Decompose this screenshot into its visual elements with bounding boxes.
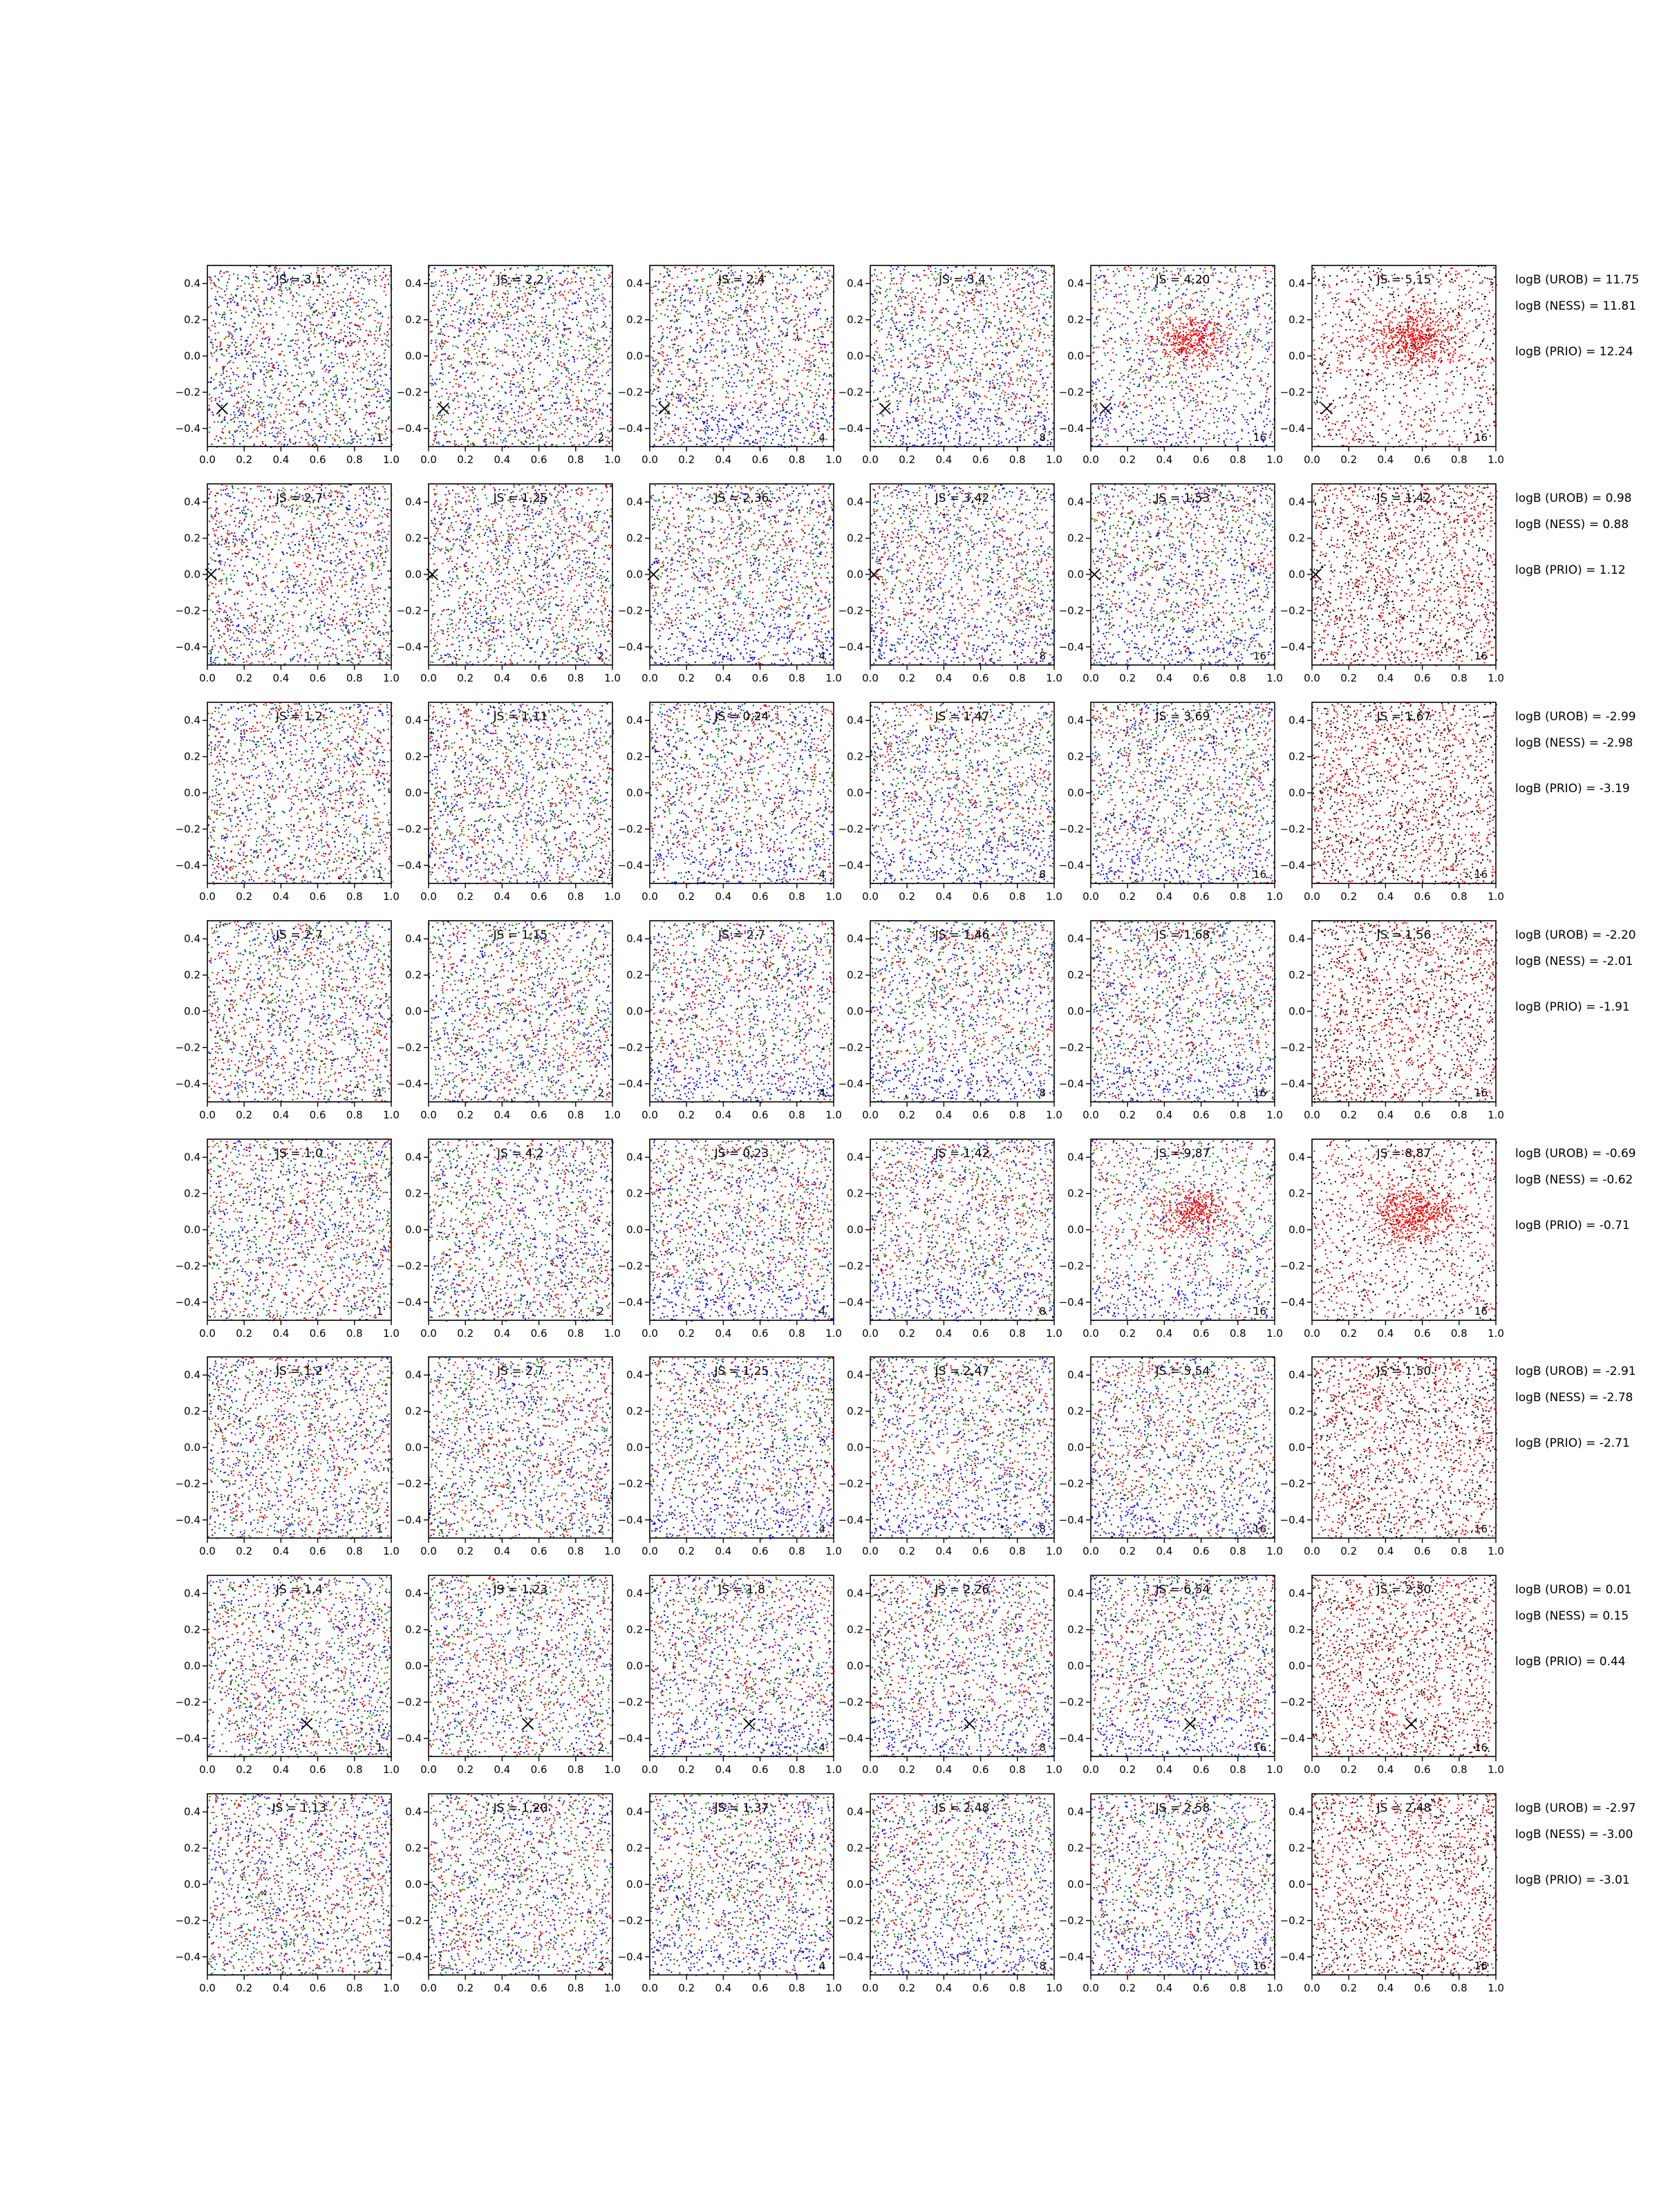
data-point: [385, 433, 386, 435]
data-point: [338, 333, 339, 335]
y-tick-label: 0.2: [405, 314, 422, 326]
data-point: [284, 339, 285, 341]
js-label: JS = 3,1: [275, 273, 323, 287]
data-point: [249, 294, 250, 296]
data-point: [274, 407, 276, 409]
data-point: [260, 397, 261, 399]
data-point: [279, 290, 280, 291]
y-tick-label: −0.4: [397, 422, 422, 435]
data-point: [362, 345, 364, 346]
data-point: [341, 332, 342, 334]
data-point: [260, 323, 261, 324]
column-number-label: 1: [376, 431, 383, 444]
data-point: [225, 382, 226, 384]
panel-row-1: [176, 265, 1640, 466]
data-point: [237, 288, 238, 290]
data-point: [256, 366, 258, 367]
data-point: [285, 371, 287, 372]
data-point: [330, 328, 332, 329]
data-point: [240, 425, 241, 427]
data-point: [327, 294, 328, 295]
data-point: [355, 290, 357, 292]
data-point: [283, 436, 285, 438]
data-point: [349, 406, 350, 408]
data-point: [359, 439, 361, 440]
data-point: [241, 285, 242, 287]
y-tick-label: 0.4: [405, 277, 422, 290]
data-point: [333, 376, 335, 377]
js-label: JS = 2,2: [496, 273, 544, 287]
data-point: [385, 425, 386, 427]
data-point: [230, 391, 232, 392]
data-point: [339, 274, 341, 276]
x-tick-label: 0.6: [531, 453, 547, 466]
data-point: [308, 303, 310, 304]
data-point: [387, 389, 388, 391]
column-number-label: 2: [597, 431, 604, 444]
y-tick-label: −0.2: [176, 386, 200, 398]
data-point: [296, 358, 297, 359]
data-point: [326, 335, 328, 336]
data-point: [373, 374, 375, 375]
data-point: [299, 347, 300, 348]
x-tick-label: 0.6: [310, 453, 326, 466]
data-point: [341, 393, 342, 395]
data-point: [241, 344, 242, 346]
data-point: [366, 394, 367, 395]
data-point: [268, 339, 270, 341]
data-point: [241, 315, 243, 317]
x-tick-label: 0.0: [199, 453, 216, 466]
data-point: [379, 396, 381, 397]
x-tick-label: 0.8: [346, 453, 363, 466]
data-point: [346, 380, 348, 382]
data-point: [308, 442, 309, 444]
data-point: [285, 384, 286, 386]
data-point: [292, 315, 293, 317]
data-point: [332, 298, 334, 299]
data-point: [335, 440, 336, 442]
data-point: [344, 365, 345, 366]
data-point: [345, 318, 346, 319]
data-point: [276, 388, 277, 389]
data-point: [378, 428, 379, 429]
data-point: [209, 408, 210, 409]
data-point: [279, 433, 281, 434]
data-point: [225, 337, 227, 338]
data-point: [357, 442, 358, 443]
data-point: [214, 323, 216, 324]
data-point: [354, 401, 355, 402]
data-point: [322, 317, 324, 319]
data-point: [389, 430, 391, 431]
data-point: [366, 344, 368, 345]
y-tick-label: −0.2: [397, 386, 422, 398]
data-point: [337, 435, 338, 436]
data-point: [241, 410, 243, 411]
data-point: [263, 384, 265, 385]
data-point: [212, 347, 214, 348]
data-point: [235, 350, 236, 351]
data-point: [241, 391, 243, 393]
data-point: [248, 410, 250, 411]
data-point: [208, 307, 209, 308]
data-point: [290, 292, 291, 294]
data-point: [326, 395, 328, 396]
data-point: [335, 342, 336, 344]
data-point: [335, 351, 336, 353]
x-tick-label: 0.4: [494, 453, 510, 466]
data-point: [383, 399, 384, 400]
data-point: [261, 343, 263, 344]
data-point: [266, 274, 268, 275]
data-point: [386, 420, 387, 422]
data-point: [331, 353, 332, 354]
data-point: [234, 430, 236, 431]
x-tick-label: 1.0: [383, 453, 400, 466]
x-tick-label: 0.0: [420, 453, 437, 466]
data-point: [259, 306, 260, 307]
data-point: [324, 280, 325, 281]
data-point: [342, 292, 344, 293]
data-point: [289, 438, 290, 440]
data-point: [208, 328, 209, 329]
data-point: [214, 276, 216, 277]
data-point: [284, 369, 285, 371]
y-tick-label: 0.4: [184, 277, 200, 290]
y-tick-label: 0.2: [184, 314, 200, 326]
data-point: [276, 414, 278, 415]
data-point: [325, 400, 326, 401]
data-point: [285, 375, 286, 377]
data-point: [349, 328, 350, 329]
scatter-points: [207, 265, 393, 448]
data-point: [347, 283, 348, 285]
data-point: [359, 278, 360, 279]
x-tick-label: 0.2: [236, 453, 252, 466]
x-tick-label: 0.8: [568, 453, 584, 466]
data-point: [253, 378, 254, 379]
data-point: [218, 332, 219, 333]
data-point: [314, 328, 315, 330]
data-point: [232, 372, 234, 373]
data-point: [386, 437, 388, 438]
data-point: [332, 366, 333, 368]
data-point: [219, 296, 221, 297]
data-point: [369, 371, 371, 372]
data-point: [210, 306, 212, 307]
data-point: [290, 291, 292, 292]
data-point: [368, 299, 370, 301]
y-tick-label: 0.0: [184, 350, 200, 362]
x-tick-label: 0.4: [272, 453, 289, 466]
data-point: [275, 437, 276, 438]
data-point: [270, 278, 271, 279]
data-point: [339, 430, 341, 431]
data-point: [332, 438, 334, 439]
data-point: [313, 332, 315, 334]
y-tick-label: 0.0: [405, 350, 422, 362]
data-point: [321, 336, 322, 337]
data-point: [349, 306, 350, 308]
data-point: [323, 402, 324, 403]
data-point: [294, 343, 296, 344]
data-point: [290, 442, 292, 443]
scatter-panel: [176, 265, 400, 466]
data-point: [350, 292, 351, 293]
data-point: [375, 268, 377, 270]
y-tick-label: −0.4: [176, 422, 200, 435]
x-tick-label: 1.0: [604, 453, 621, 466]
data-point: [211, 444, 212, 445]
x-tick-label: 0.2: [457, 453, 474, 466]
data-point: [368, 315, 370, 317]
data-point: [289, 409, 290, 411]
data-point: [351, 297, 353, 299]
data-point: [337, 411, 338, 413]
data-point: [337, 283, 338, 285]
data-point: [251, 369, 252, 371]
data-point: [269, 338, 270, 339]
data-point: [372, 444, 373, 445]
data-point: [273, 303, 274, 304]
data-point: [272, 384, 274, 386]
data-point: [341, 420, 342, 421]
data-point: [264, 279, 265, 281]
data-point: [289, 440, 290, 442]
data-point: [271, 297, 272, 298]
data-point: [373, 360, 375, 362]
data-point: [293, 411, 294, 413]
